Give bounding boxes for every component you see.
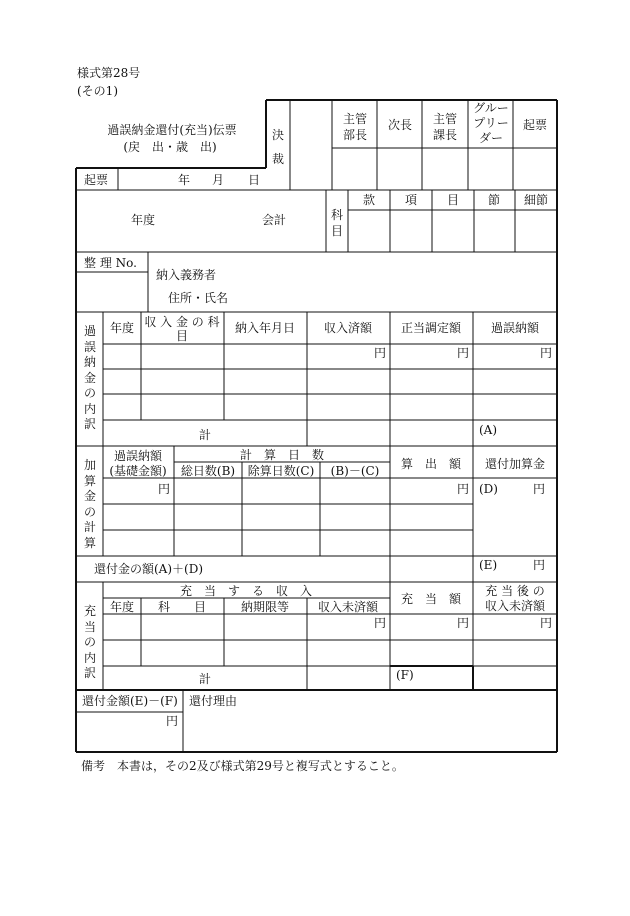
account-col-kan: 款 [362, 193, 376, 207]
s1-header-date: 納入年月日 [234, 321, 296, 335]
kessai-label: 決裁 [271, 128, 284, 166]
s2-yen-base: 円 [158, 482, 171, 496]
section1-side-label: 過誤納金の内訳 [83, 324, 96, 431]
s1-total-label: 計 [199, 428, 212, 442]
approval-col-5: 起票 [522, 118, 548, 132]
s2-days-col-2: 除算日数(C) [247, 464, 315, 478]
form-subtitle: (戻 出・歳 出) [123, 140, 217, 154]
s3-total-label: 計 [199, 672, 212, 686]
kihyo-label: 起票 [84, 173, 109, 187]
footnote: 備考 本書は，その2及び様式第29号と複写式とすること。 [81, 759, 404, 773]
refund-amount-label: 還付金額(E)－(F) [82, 694, 178, 708]
s3-header-kamoku: 科 目 [157, 600, 207, 614]
s1-header-nendo: 年度 [109, 321, 135, 335]
seiri-no-label: 整 理 No. [84, 256, 137, 270]
mark-e: (E) [479, 558, 498, 572]
account-kaikei: 会計 [262, 213, 287, 227]
s1-yen-1: 円 [374, 346, 387, 360]
s3-header-kigen: 納期限等 [240, 600, 290, 614]
s1-header-kago: 過誤納額 [490, 321, 540, 335]
s1-header-kamoku: 収 入 金 の 科 目 [144, 315, 244, 343]
s3-after-label: 充 当 後 の [485, 584, 545, 598]
kihyo-month: 月 [212, 173, 225, 187]
s3-yen-2: 円 [457, 616, 470, 630]
s1-yen-3: 円 [540, 346, 553, 360]
s2-yen-add: 円 [533, 482, 546, 496]
refund-amount-yen: 円 [166, 714, 179, 728]
s3-jutou-label: 充 当 額 [400, 592, 462, 606]
section2-side-label: 加算金の計算 [83, 458, 96, 550]
account-col-kou: 項 [404, 193, 418, 207]
account-col-moku: 目 [446, 193, 460, 207]
mark-a: (A) [479, 423, 498, 437]
s2-base-label: 過誤納額 [113, 449, 163, 463]
form-number: 様式第28号 [77, 66, 141, 80]
s2-days-label: 計 算 日 数 [239, 448, 325, 462]
approval-col-2: 次長 [387, 118, 413, 132]
s3-header-misai: 収入未済額 [317, 600, 379, 614]
s1-header-shunyu: 収入済額 [323, 321, 373, 335]
approval-col-4: グループリーダー [473, 101, 509, 145]
section3-side-label: 充当の内訳 [83, 604, 96, 680]
s1-header-seitou: 正当調定額 [400, 321, 462, 335]
approval-col-3: 主管課長 [432, 112, 457, 142]
payer-address-label: 住所・氏名 [168, 291, 229, 305]
s2-add-label: 還付加算金 [484, 457, 546, 471]
payer-label: 納入義務者 [156, 268, 217, 282]
s3-yen-1: 円 [374, 616, 387, 630]
s2-days-col-1: 総日数(B) [180, 464, 236, 478]
approval-col-1: 主管部長 [342, 112, 367, 142]
s2-calc-label: 算 出 額 [400, 457, 462, 471]
s3-header-nendo: 年度 [109, 600, 135, 614]
form-part: (その1) [77, 84, 118, 98]
refund-reason-label: 還付理由 [189, 694, 238, 708]
refund-total-label: 還付金の額(A)＋(D) [94, 562, 204, 576]
kihyo-day: 日 [248, 173, 261, 187]
refund-total-yen: 円 [533, 558, 546, 572]
s2-days-col-3: (B)－(C) [330, 464, 380, 478]
s2-base-sub: (基礎金額) [109, 464, 167, 478]
account-col-setsu: 節 [487, 193, 501, 207]
s3-yen-3: 円 [540, 616, 553, 630]
account-kamoku: 科目 [330, 208, 343, 238]
account-col-saisetsu: 細節 [523, 193, 549, 207]
mark-d: (D) [479, 482, 498, 496]
account-nendo: 年度 [131, 213, 156, 227]
s3-group-label: 充 当 す る 収 入 [179, 584, 313, 598]
s1-yen-2: 円 [457, 346, 470, 360]
s3-after-label-2: 収入未済額 [484, 599, 546, 613]
mark-f: (F) [396, 668, 414, 682]
kihyo-year: 年 [178, 173, 191, 187]
s2-yen-calc: 円 [457, 482, 470, 496]
form-title: 過誤納金還付(充当)伝票 [107, 123, 237, 137]
